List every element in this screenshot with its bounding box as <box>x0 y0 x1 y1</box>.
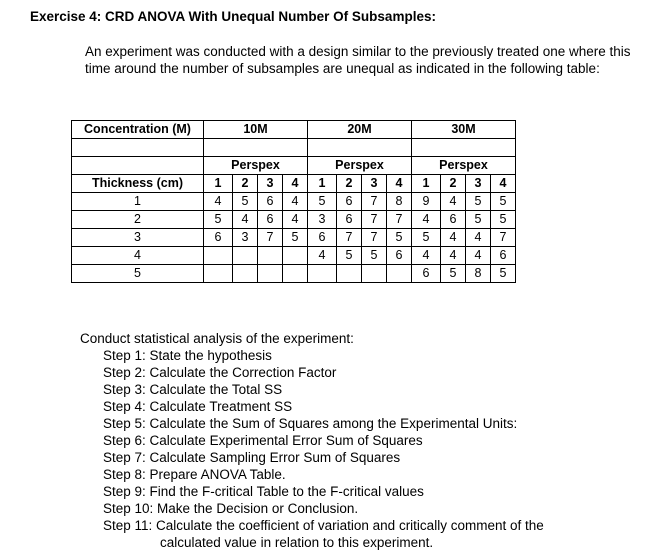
table-cell <box>362 265 387 283</box>
table-cell <box>387 265 412 283</box>
table-cell: 7 <box>362 193 387 211</box>
table-cell: 5 <box>466 211 491 229</box>
table-cell <box>283 247 308 265</box>
table-cell: 4 <box>204 193 233 211</box>
table-cell: 6 <box>491 247 516 265</box>
step-item: Step 4: Calculate Treatment SS <box>103 399 293 414</box>
step-item: Step 3: Calculate the Total SS <box>103 382 283 397</box>
group-header-20m: 20M <box>308 121 412 139</box>
step-item: Step 11: Calculate the coefficient of variation and critically comment of the <box>103 518 544 533</box>
replicate-header: 4 <box>387 175 412 193</box>
replicate-header: 1 <box>412 175 441 193</box>
step-item: Step 8: Prepare ANOVA Table. <box>103 467 286 482</box>
table-cell: 6 <box>337 211 362 229</box>
table-cell <box>258 265 283 283</box>
table-cell: 4 <box>441 229 466 247</box>
table-cell: 4 <box>466 229 491 247</box>
data-table <box>71 120 516 283</box>
table-cell: 5 <box>337 247 362 265</box>
table-cell: 6 <box>412 265 441 283</box>
table-cell: 5 <box>308 193 337 211</box>
table-cell: 8 <box>387 193 412 211</box>
table-cell: 4 <box>441 193 466 211</box>
thickness-value: 3 <box>72 229 204 247</box>
table-cell: 6 <box>258 211 283 229</box>
step-item: Step 2: Calculate the Correction Factor <box>103 365 337 380</box>
steps-section <box>80 330 544 551</box>
table-cell: 3 <box>233 229 258 247</box>
table-cell <box>233 265 258 283</box>
step-item: Step 7: Calculate Sampling Error Sum of Squares <box>103 450 401 465</box>
table-cell: 5 <box>283 229 308 247</box>
table-cell <box>283 265 308 283</box>
table-cell: 7 <box>491 229 516 247</box>
replicate-header: 3 <box>258 175 283 193</box>
concentration-row <box>72 121 516 139</box>
table-cell: 6 <box>441 211 466 229</box>
replicate-header: 3 <box>362 175 387 193</box>
thickness-value: 2 <box>72 211 204 229</box>
table-cell: 4 <box>308 247 337 265</box>
blank-cell <box>72 139 204 157</box>
material-label: Perspex <box>412 157 516 175</box>
step-item: Step 10: Make the Decision or Conclusion. <box>103 501 359 516</box>
table-cell: 4 <box>412 211 441 229</box>
table-cell: 5 <box>412 229 441 247</box>
steps-intro: Conduct statistical analysis of the experiment: <box>80 331 354 346</box>
table-cell: 8 <box>466 265 491 283</box>
step-item: Step 6: Calculate Experimental Error Sum of Squares <box>103 433 423 448</box>
table-row <box>72 211 516 229</box>
replicate-header: 4 <box>283 175 308 193</box>
concentration-header: Concentration (M) <box>72 121 204 139</box>
table-cell: 3 <box>308 211 337 229</box>
exercise-title: Exercise 4: CRD ANOVA With Unequal Number Of Subsamples: <box>30 9 436 24</box>
table-cell: 7 <box>258 229 283 247</box>
group-header-10m: 10M <box>204 121 308 139</box>
table-cell <box>204 247 233 265</box>
blank-cell <box>308 139 412 157</box>
replicate-header: 4 <box>491 175 516 193</box>
table-cell <box>258 247 283 265</box>
thickness-header: Thickness (cm) <box>72 175 204 193</box>
table-cell: 5 <box>362 247 387 265</box>
data-rows <box>72 193 516 283</box>
thickness-value: 4 <box>72 247 204 265</box>
blank-row <box>72 139 516 157</box>
material-label: Perspex <box>308 157 412 175</box>
step-item: Step 5: Calculate the Sum of Squares among the Experimental Units: <box>103 416 518 431</box>
table-cell: 6 <box>308 229 337 247</box>
intro-paragraph: An experiment was conducted with a design similar to the previously treated one where this time around the number of subsamples are unequal as indicated in the following table: <box>85 44 631 76</box>
table-row <box>72 193 516 211</box>
table-cell: 5 <box>204 211 233 229</box>
table-cell <box>233 247 258 265</box>
table-cell <box>204 265 233 283</box>
table-cell: 5 <box>491 265 516 283</box>
table-cell: 6 <box>337 193 362 211</box>
table-cell: 4 <box>233 211 258 229</box>
table-row <box>72 265 516 283</box>
table-cell <box>337 265 362 283</box>
table-cell <box>308 265 337 283</box>
thickness-value: 1 <box>72 193 204 211</box>
table-cell: 4 <box>283 211 308 229</box>
step-item: Step 9: Find the F-critical Table to the F-critical values <box>103 484 424 499</box>
table-cell: 5 <box>441 265 466 283</box>
replicate-header: 2 <box>337 175 362 193</box>
thickness-value: 5 <box>72 265 204 283</box>
table-cell: 4 <box>412 247 441 265</box>
table-cell: 7 <box>387 211 412 229</box>
table-cell: 6 <box>258 193 283 211</box>
group-header-30m: 30M <box>412 121 516 139</box>
material-row <box>72 157 516 175</box>
blank-cell <box>204 139 308 157</box>
steps-list <box>80 347 544 534</box>
table-cell: 5 <box>491 193 516 211</box>
table-row <box>72 247 516 265</box>
replicate-header: 1 <box>308 175 337 193</box>
table-cell: 7 <box>337 229 362 247</box>
replicate-header-row <box>72 175 516 193</box>
material-row-label <box>72 157 204 175</box>
table-row <box>72 229 516 247</box>
table-cell: 4 <box>466 247 491 265</box>
table-cell: 6 <box>387 247 412 265</box>
table-cell: 5 <box>387 229 412 247</box>
table-cell: 5 <box>233 193 258 211</box>
replicate-header: 2 <box>233 175 258 193</box>
table-cell: 6 <box>204 229 233 247</box>
step-item: Step 1: State the hypothesis <box>103 348 272 363</box>
table-cell: 5 <box>466 193 491 211</box>
table-cell: 7 <box>362 211 387 229</box>
step-continuation: calculated value in relation to this experiment. <box>160 535 434 550</box>
table-cell: 4 <box>283 193 308 211</box>
blank-cell <box>412 139 516 157</box>
replicate-header: 3 <box>466 175 491 193</box>
table-cell: 4 <box>441 247 466 265</box>
table-cell: 7 <box>362 229 387 247</box>
replicate-header: 1 <box>204 175 233 193</box>
table-cell: 9 <box>412 193 441 211</box>
table-cell: 5 <box>491 211 516 229</box>
material-label: Perspex <box>204 157 308 175</box>
replicate-header: 2 <box>441 175 466 193</box>
